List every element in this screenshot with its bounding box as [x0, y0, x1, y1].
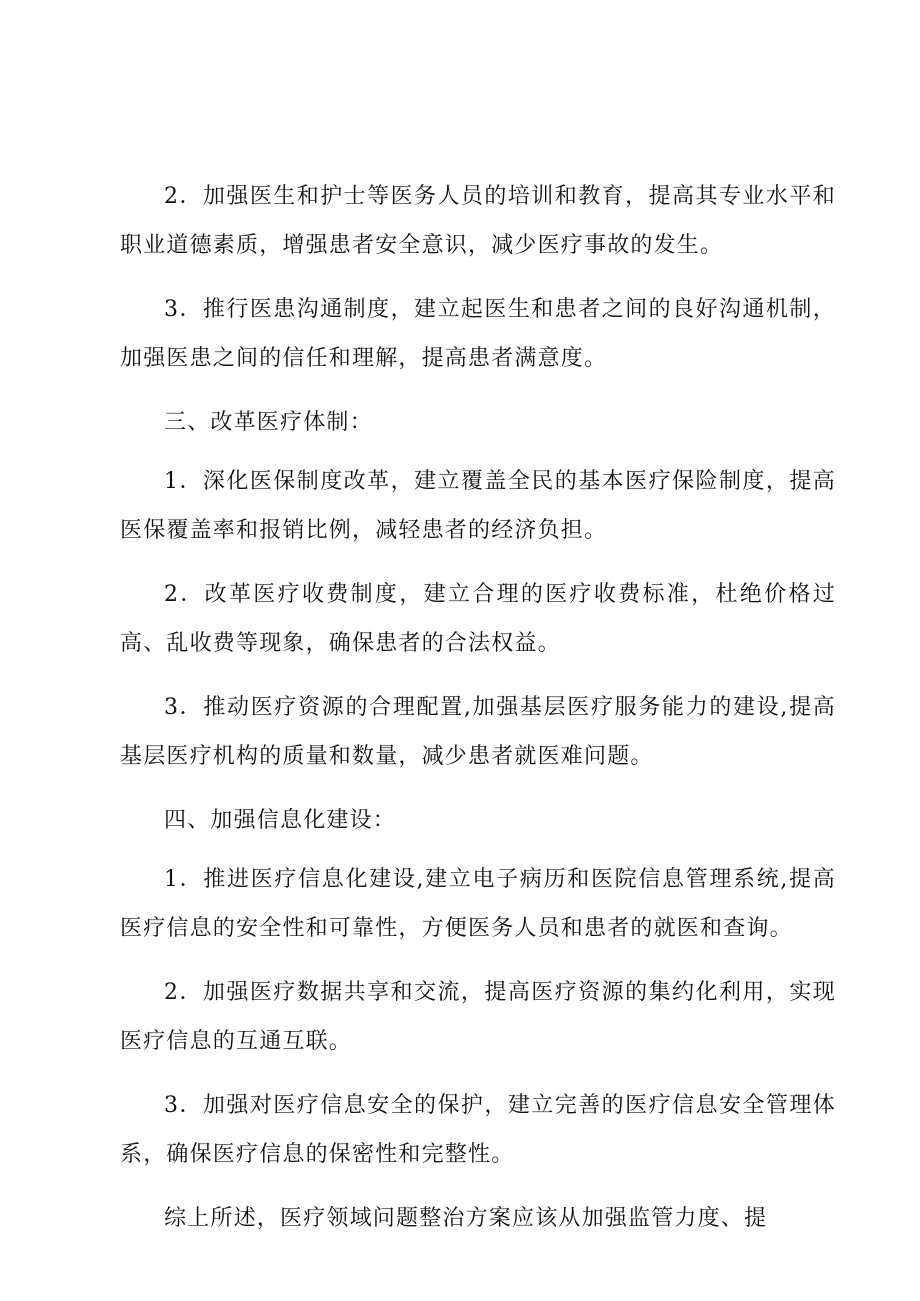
- paragraph-item-3-communication: 3．推行医患沟通制度，建立起医生和患者之间的良好沟通机制，加强医患之间的信任和理解，提高患者满意度。: [120, 297, 836, 371]
- paragraph-item-2-training: 2．加强医生和护士等医务人员的培训和教育，提高其专业水平和职业道德素质，增强患者安全意识，减少医疗事故的发生。: [120, 184, 836, 258]
- paragraph-item-3-security: 3．加强对医疗信息安全的保护，建立完善的医疗信息安全管理体系，确保医疗信息的保密性和完整性。: [120, 1093, 836, 1167]
- section-heading-informatization: 四、加强信息化建设：: [164, 808, 397, 833]
- section-heading-reform: 三、改革医疗体制：: [164, 410, 373, 435]
- paragraph-summary: 综上所述，医疗领域问题整治方案应该从加强监管力度、提: [164, 1206, 768, 1231]
- paragraph-item-3-resources: 3．推动医疗资源的合理配置,加强基层医疗服务能力的建设,提高基层医疗机构的质量和数量，减少患者就医难问题。: [120, 695, 836, 769]
- paragraph-item-2-fees: 2．改革医疗收费制度，建立合理的医疗收费标准，杜绝价格过高、乱收费等现象，确保患者的合法权益。: [120, 582, 836, 656]
- paragraph-item-2-data-sharing: 2．加强医疗数据共享和交流，提高医疗资源的集约化利用，实现医疗信息的互通互联。: [120, 980, 836, 1054]
- document-body: [120, 172, 836, 1258]
- paragraph-item-1-emr: 1．推进医疗信息化建设,建立电子病历和医院信息管理系统,提高医疗信息的安全性和可靠性，方便医务人员和患者的就医和查询。: [120, 867, 836, 941]
- paragraph-item-1-insurance: 1．深化医保制度改革，建立覆盖全民的基本医疗保险制度，提高医保覆盖率和报销比例，减轻患者的经济负担。: [120, 469, 836, 543]
